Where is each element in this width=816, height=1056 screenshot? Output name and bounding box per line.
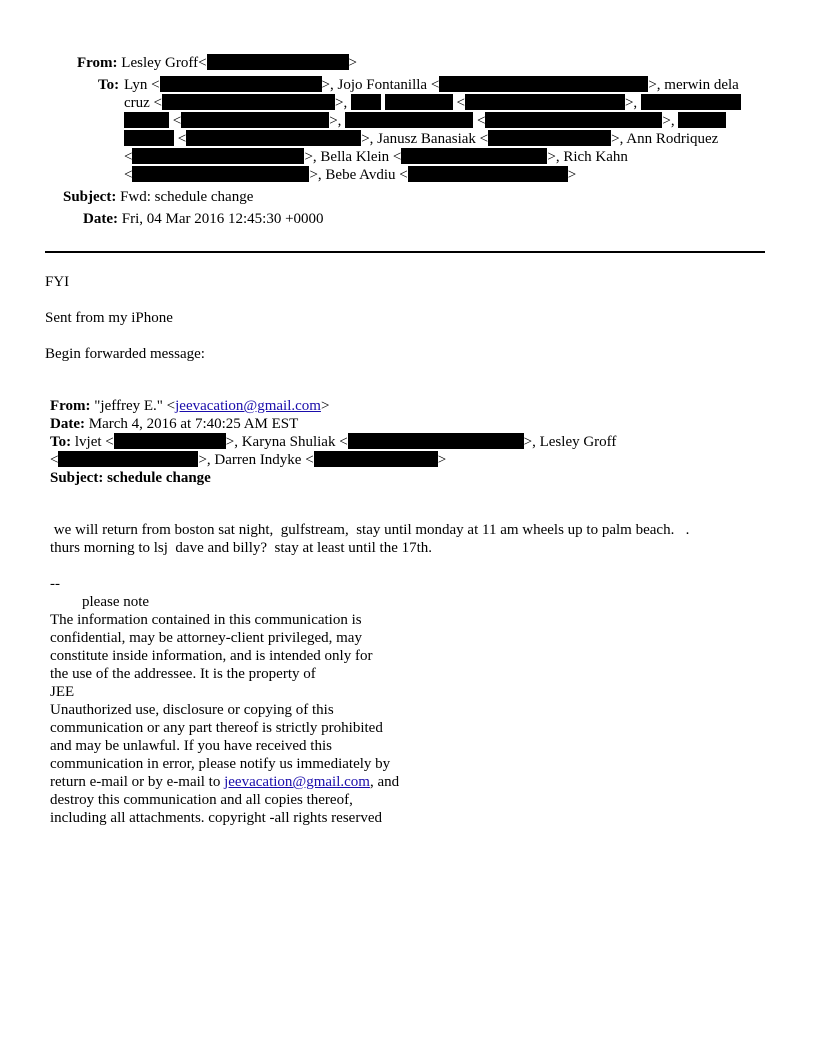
fyi-text: FYI	[45, 274, 70, 290]
to-line-3: < >, < >,	[124, 112, 726, 130]
fwd-from-row	[50, 397, 329, 415]
recipient-text: >, merwin dela	[648, 77, 739, 93]
recipient-text: >,	[624, 95, 638, 111]
recipient-text: Lyn <	[124, 77, 160, 93]
date-label: Date:	[83, 211, 118, 227]
disclaimer-email-line	[50, 773, 399, 791]
redaction	[348, 433, 524, 449]
to-line-4	[124, 130, 718, 148]
recipient-text: <	[172, 113, 182, 129]
redaction	[132, 148, 304, 164]
fwd-subject-row	[50, 469, 211, 487]
redaction	[488, 130, 611, 146]
recipient-text: >, Jojo Fontanilla <	[321, 77, 440, 93]
recipient-text: >,	[662, 113, 675, 129]
recipient-text: <	[124, 167, 133, 183]
redaction	[408, 166, 568, 182]
disclaimer-line: and may be unlawful. If you have received this	[50, 738, 332, 754]
fwd-from-label: From:	[50, 398, 91, 414]
fwd-to-row-2	[50, 451, 446, 469]
begin-forwarded-text: Begin forwarded message:	[45, 346, 205, 362]
message-line-2: thurs morning to lsj dave and billy? stay at least until the 17th.	[50, 540, 433, 556]
to-line-6	[124, 166, 576, 184]
recipient-text: >	[567, 167, 577, 183]
disclaimer-text: return e-mail or by e-mail to	[50, 774, 225, 790]
recipient-text: >, Ann Rodriquez	[611, 131, 719, 147]
redaction	[485, 112, 662, 128]
recipient-text: >	[437, 452, 447, 468]
header-from-row: From: Lesley Groff< >	[77, 55, 358, 71]
header-divider	[45, 251, 765, 253]
to-line-2	[124, 94, 741, 112]
signature-dashes: --	[50, 576, 60, 592]
recipient-text: >, Janusz Banasiak <	[361, 131, 489, 147]
from-name: Lesley Groff	[121, 55, 199, 71]
redaction	[58, 451, 198, 467]
fwd-to-row-1	[50, 433, 616, 451]
header-to-label	[98, 76, 119, 94]
recipient-text: >, Darren Indyke <	[198, 452, 314, 468]
disclaimer-line: confidential, may be attorney-client privileged, may	[50, 630, 362, 646]
message-line-1: we will return from boston sat night, gulfstream, stay until monday at 11 am wheels up to palm beach. .	[50, 522, 690, 538]
redaction	[314, 451, 438, 467]
disclaimer-text: , and	[369, 774, 400, 790]
recipient-text: <	[456, 95, 465, 111]
recipient-text: >,	[335, 95, 348, 111]
redaction	[401, 148, 547, 164]
recipient-text: >, Karyna Shuliak <	[225, 434, 348, 450]
disclaimer-line: constitute inside information, and is intended only for	[50, 648, 373, 664]
redaction	[351, 94, 381, 110]
redaction	[207, 54, 349, 70]
redaction	[186, 130, 361, 146]
disclaimer-line: communication or any part thereof is strictly prohibited	[50, 720, 383, 736]
subject-label: Subject:	[63, 189, 117, 205]
header-subject-row	[63, 188, 253, 206]
disclaimer	[50, 611, 399, 827]
subject-text: Fwd: schedule change	[120, 189, 254, 205]
fwd-date-label: Date:	[50, 416, 85, 432]
recipient-text: lvjet <	[74, 434, 114, 450]
redaction	[465, 94, 625, 110]
redaction	[162, 94, 335, 110]
fwd-from-email-link[interactable]: jeevacation@gmail.com	[175, 398, 321, 414]
to-label: To:	[98, 77, 120, 93]
fwd-to-label: To:	[50, 434, 72, 450]
redaction	[124, 130, 174, 146]
please-note: please note	[82, 594, 150, 610]
fwd-from-close: >	[320, 398, 330, 414]
redaction	[160, 76, 322, 92]
recipient-text: >,	[329, 113, 342, 129]
recipient-text: <	[177, 131, 187, 147]
from-label: From:	[77, 55, 118, 71]
disclaimer-line: Unauthorized use, disclosure or copying of this	[50, 702, 334, 718]
redaction	[124, 112, 169, 128]
recipient-text: >, Bebe Avdiu <	[309, 167, 408, 183]
fwd-subject-value: schedule change	[107, 470, 211, 486]
recipient-text: <	[124, 149, 133, 165]
recipient-text: <	[50, 452, 59, 468]
redaction	[114, 433, 226, 449]
redaction	[345, 112, 473, 128]
redaction	[385, 94, 453, 110]
disclaimer-line: communication in error, please notify us immediately by	[50, 756, 391, 772]
header-date-row	[83, 210, 324, 228]
disclaimer-line: the use of the addressee. It is the property of	[50, 666, 316, 682]
to-line-5	[124, 148, 628, 166]
fwd-date-value: March 4, 2016 at 7:40:25 AM EST	[88, 416, 299, 432]
fwd-date-row	[50, 415, 298, 433]
date-text: Fri, 04 Mar 2016 12:45:30 +0000	[121, 211, 324, 227]
fwd-from-name: "jeffrey E." <	[94, 398, 176, 414]
recipient-text: >, Lesley Groff	[523, 434, 617, 450]
recipient-text: cruz <	[124, 95, 163, 111]
redaction	[439, 76, 648, 92]
disclaimer-email-link[interactable]: jeevacation@gmail.com	[224, 774, 370, 790]
redaction	[678, 112, 726, 128]
fwd-subject-label: Subject:	[50, 470, 104, 486]
recipient-text: >, Rich Kahn	[547, 149, 628, 165]
disclaimer-line: JEE	[50, 684, 75, 700]
redaction	[132, 166, 309, 182]
disclaimer-line: The information contained in this communication is	[50, 612, 362, 628]
disclaimer-line: including all attachments. copyright -all rights reserved	[50, 810, 382, 826]
redaction	[641, 94, 741, 110]
recipient-text: >, Bella Klein <	[304, 149, 402, 165]
sent-from-text: Sent from my iPhone	[45, 310, 173, 326]
redaction	[181, 112, 329, 128]
to-line-1	[124, 76, 739, 94]
disclaimer-line: destroy this communication and all copies thereof,	[50, 792, 353, 808]
